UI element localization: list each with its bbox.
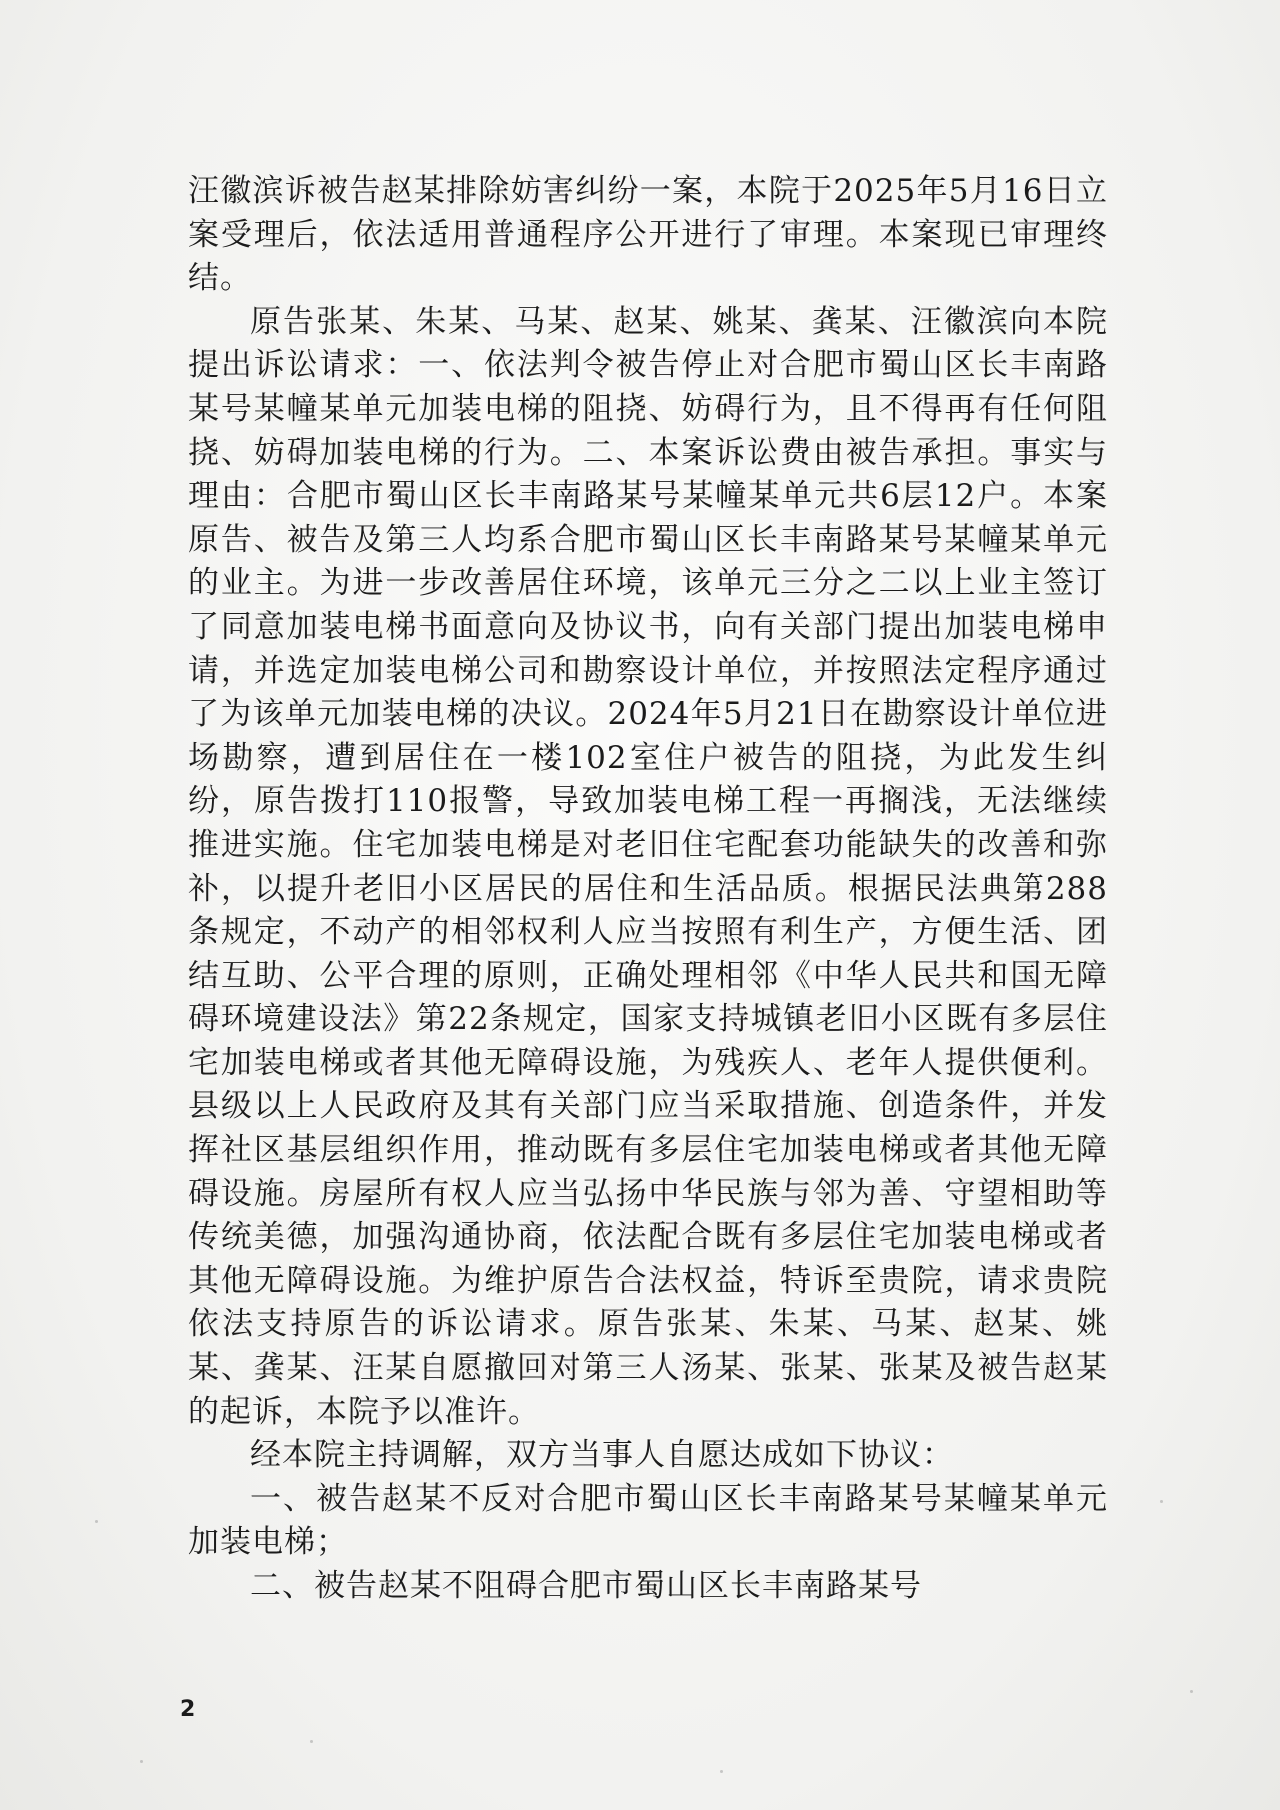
paragraph-claims: 原告张某、朱某、马某、赵某、姚某、龚某、汪徽滨向本院提出诉讼请求：一、依法判令被告停止对合肥市蜀山区长丰南路某号某幢某单元加装电梯的阻挠、妨碍行为，且不得再有任何阻挠、妨碍加装电梯的行为。二、本案诉讼费由被告承担。事实与理由：合肥市蜀山区长丰南路某号某幢某单元共6层12户。本案原告、被告及第三人均系合肥市蜀山区长丰南路某号某幢某单元的业主。为进一步改善居住环境，该单元三分之二以上业主签订了同意加装电梯书面意向及协议书，向有关部门提出加装电梯申请，并选定加装电梯公司和勘察设计单位，并按照法定程序通过了为该单元加装电梯的决议。2024年5月21日在勘察设计单位进场勘察，遭到居住在一楼102室住户被告的阻挠，为此发生纠纷，原告拨打110报警，导致加装电梯工程一再搁浅，无法继续推进实施。住宅加装电梯是对老旧住宅配套功能缺失的改善和弥补，以提升老旧小区居民的居住和生活品质。根据民法典第288条规定，不动产的相邻权利人应当按照有利生产，方便生活、团结互助、公平合理的原则，正确处理相邻《中华人民共和国无障碍环境建设法》第22条规定，国家支持城镇老旧小区既有多层住宅加装电梯或者其他无障碍设施，为残疾人、老年人提供便利。县级以上人民政府及其有关部门应当采取措施、创造条件，并发挥社区基层组织作用，推动既有多层住宅加装电梯或者其他无障碍设施。房屋所有权人应当弘扬中华民族与邻为善、守望相助等传统美德，加强沟通协商，依法配合既有多层住宅加装电梯或者其他无障碍设施。为维护原告合法权益，特诉至贵院，请求贵院依法支持原告的诉讼请求。原告张某、朱某、马某、赵某、姚某、龚某、汪某自愿撤回对第三人汤某、张某、张某及被告赵某的起诉，本院予以准许。 — [188, 303, 1108, 1430]
page-number: 2 — [180, 1697, 196, 1722]
document-body — [188, 170, 1108, 1609]
paragraph-case-intro: 汪徽滨诉被告赵某排除妨害纠纷一案，本院于2025年5月16日立案受理后，依法适用普通程序公开进行了审理。本案现已审理终结。 — [188, 173, 1108, 297]
paragraph-agreement-item-1: 一、被告赵某不反对合肥市蜀山区长丰南路某号某幢某单元加装电梯； — [188, 1480, 1108, 1561]
paragraph-agreement-item-2: 二、被告赵某不阻碍合肥市蜀山区长丰南路某号 — [250, 1568, 922, 1604]
paragraph-mediation-intro: 经本院主持调解，双方当事人自愿达成如下协议： — [250, 1437, 954, 1474]
